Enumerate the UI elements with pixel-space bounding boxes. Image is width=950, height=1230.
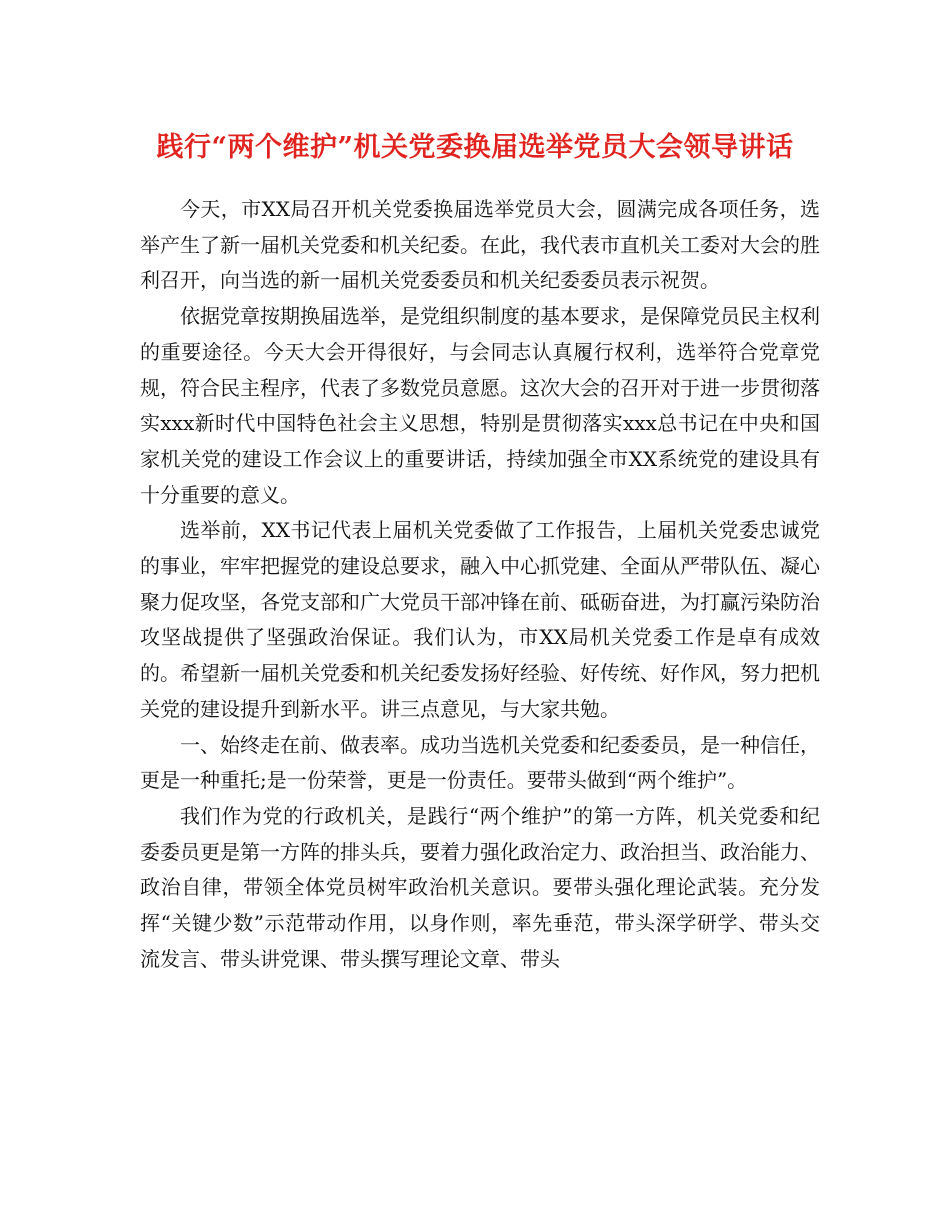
paragraph-2: 依据党章按期换届选举，是党组织制度的基本要求，是保障党员民主权利的重要途径。今天大会开得很好，与会同志认真履行权利，选举符合党章党规，符合民主程序，代表了多数党员意愿。这次大会的召开对于进一步贯彻落实xxx新时代中国特色社会主义思想，特别是贯彻落实xxx总书记在中央和国家机关党的建设工作会议上的重要讲话，持续加强全市XX系统党的建设具有十分重要的意义。: [140, 304, 820, 507]
paragraph-1: 今天，市XX局召开机关党委换届选举党员大会，圆满完成各项任务，选举产生了新一届机关党委和机关纪委。在此，我代表市直机关工委对大会的胜利召开，向当选的新一届机关党委委员和机关纪委委员表示祝贺。: [140, 197, 820, 293]
paragraph-3: 选举前，XX书记代表上届机关党委做了工作报告，上届机关党委忠诚党的事业，牢牢把握党的建设总要求，融入中心抓党建、全面从严带队伍、凝心聚力促攻坚，各党支部和广大党员干部冲锋在前、砥砺奋进，为打赢污染防治攻坚战提供了坚强政治保证。我们认为，市XX局机关党委工作是卓有成效的。希望新一届机关党委和机关纪委发扬好经验、好传统、好作风，努力把机关党的建设提升到新水平。讲三点意见，与大家共勉。: [140, 518, 820, 721]
paragraph-4: 一、始终走在前、做表率。成功当选机关党委和纪委委员，是一种信任，更是一种重托;是一份荣誉，更是一份责任。要带头做到“两个维护”。: [140, 732, 820, 793]
document-body: [140, 192, 820, 977]
paragraph-5: 我们作为党的行政机关，是践行“两个维护”的第一方阵，机关党委和纪委委员更是第一方阵的排头兵，要着力强化政治定力、政治担当、政治能力、政治自律，带领全体党员树牢政治机关意识。要带头强化理论武装。充分发挥“关键少数”示范带动作用，以身作则，率先垂范，带头深学研学、带头交流发言、带头讲党课、带头撰写理论文章、带头: [140, 803, 820, 971]
document-title: 践行“两个维护”机关党委换届选举党员大会领导讲话: [156, 132, 794, 163]
